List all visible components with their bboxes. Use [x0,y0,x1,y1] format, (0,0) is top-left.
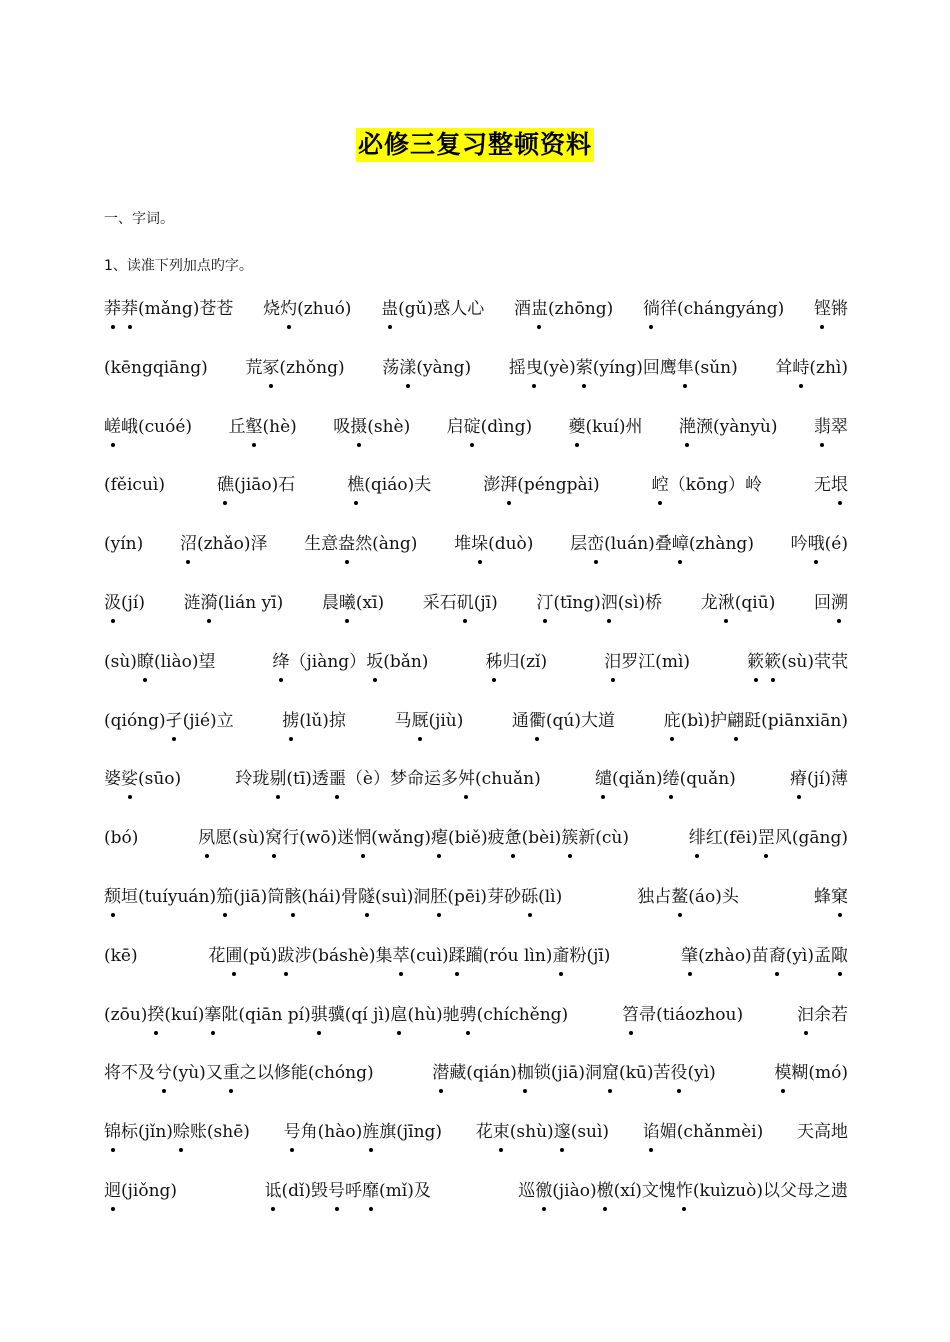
vocab-entry: 掳(lǔ)掠 [282,704,346,738]
vocab-entry: 婆娑(sūo) [104,762,181,796]
vocab-entry: 号角(hào)旌旗(jīng) [284,1115,442,1149]
text-line [104,998,848,1057]
vocab-entry: 酒盅(zhōng) [514,292,613,326]
vocab-entry: (fěicuì) [104,475,165,496]
vocab-entry: 瘠(jí)薄 [790,762,848,796]
section-heading: 一、字词。 [104,211,174,227]
vocab-entry: 马厩(jiù) [394,704,463,738]
text-line [104,939,848,998]
vocab-entry: 樵(qiáo)夫 [347,468,431,502]
vocab-entry: 龙湫(qiū) [701,586,776,620]
vocab-entry: 汨罗江(mì) [604,645,690,679]
vocab-entry: 秭归(zǐ) [485,645,547,679]
vocab-entry: 翡翠 [814,410,848,444]
vocab-entry: (qióng)孑(jié)立 [104,704,234,738]
text-line [104,762,848,821]
vocab-entry: 模糊(mó) [774,1056,848,1090]
vocab-entry: 涟漪(lián yī) [184,586,284,620]
vocab-entry: 荡漾(yàng) [382,351,471,385]
vocab-entry: 启碇(dìng) [447,410,532,444]
title-wrap [0,128,950,162]
vocab-entry: 吟哦(é) [791,527,848,561]
vocab-entry: (kēngqiāng) [104,357,208,378]
vocab-entry: 嵯峨(cuóé) [104,410,192,444]
vocab-entry: (sù)瞭(liào)望 [104,645,215,679]
vocab-entry: 汩余若 [797,998,848,1032]
vocab-entry: 肇(zhào)苗裔(yì)孟陬 [681,939,848,973]
vocab-entry: 摇曳(yè)萦(yíng)回鹰隼(sǔn) [509,351,738,385]
vocab-entry: (kē) [104,945,138,966]
vocab-entry: 花圃(pǔ)跋涉(báshè)集萃(cuì)蹂躏(róu lìn)齑粉(jī) [208,939,610,973]
text-line [104,410,848,469]
vocab-entry: 绛（jiàng）坂(bǎn) [273,645,429,679]
vocab-entry: 锦标(jǐn)赊账(shē) [104,1115,250,1149]
vocab-entry: 礁(jiāo)石 [217,468,295,502]
vocab-entry: 崆（kōng）岭 [652,468,762,502]
vocab-entry: 夙愿(sù)窝行(wō)迷惘(wǎng)瘪(biě)疲惫(bèi)簇新(cù) [198,821,629,855]
vocabulary-list [104,292,848,1233]
vocab-entry: 簌簌(sù)茕茕 [747,645,848,679]
text-line [104,527,848,586]
page-title: 必修三复习整顿资料 [356,128,594,162]
vocab-entry: 花束(shù)邃(suì) [476,1115,609,1149]
vocab-entry: 颓垣(tuíyuán)笳(jiā)筒骸(hái)骨隧(suì)洞胚(pēi)芽砂砾(lì) [104,880,562,914]
text-line [104,468,848,527]
text-line [104,704,848,763]
vocab-entry: 生意盎然(àng) [304,527,417,561]
text-line [104,821,848,880]
vocab-entry: (zōu)揆(kuí)搴阰(qiān pí)骐骥(qí jì)扈(hù)驰骋(chíchěng) [104,998,568,1032]
vocab-entry: 铿锵 [814,292,848,326]
vocab-entry: 回溯 [814,586,848,620]
vocab-entry: 堆垛(duò) [454,527,533,561]
vocab-entry: 夔(kuí)州 [569,410,643,444]
subsection-heading: 1、读准下列加点旳字。 [104,258,253,274]
vocab-entry: 玲珑剔(tī)透噩（è）梦命运多舛(chuǎn) [235,762,540,796]
vocab-entry: 滟滪(yànyù) [679,410,778,444]
text-line [104,292,848,351]
vocab-entry: 笤帚(tiáozhou) [622,998,743,1032]
vocab-entry: (yín) [104,534,144,555]
vocab-entry: 采石矶(jī) [423,586,498,620]
vocab-entry: 通衢(qú)大道 [512,704,615,738]
vocab-entry: 烧灼(zhuó) [263,292,351,326]
text-line [104,645,848,704]
vocab-entry: 沼(zhǎo)泽 [180,527,268,561]
vocab-entry: 汲(jí) [104,586,145,620]
vocab-entry: 晨曦(xī) [322,586,384,620]
vocab-entry: 潜藏(qián)枷锁(jiā)洞窟(kū)苦役(yì) [432,1056,716,1090]
text-line [104,1115,848,1174]
vocab-entry: 天高地 [796,1122,848,1143]
vocab-entry: (bó) [104,828,139,849]
vocab-entry: 诋(dǐ)毁号呼靡(mǐ)及 [264,1174,430,1208]
vocab-entry: 吸摄(shè) [333,410,410,444]
vocab-entry: 蜂窠 [814,880,848,914]
vocab-entry: 澎湃(péngpài) [483,468,600,502]
text-line [104,1174,848,1233]
text-line [104,880,848,939]
vocab-entry: 庇(bì)护翩跹(piānxiān) [664,704,848,738]
text-line [104,351,848,410]
vocab-entry: 绯红(fēi)罡风(gāng) [689,821,848,855]
vocab-entry: 迥(jiǒng) [104,1174,177,1208]
vocab-entry: 莽莽(mǎng)苍苍 [104,292,233,326]
vocab-entry: 丘壑(hè) [228,410,296,444]
text-line [104,1056,848,1115]
text-line [104,586,848,645]
vocab-entry: 独占鳌(áo)头 [637,880,739,914]
vocab-entry: 蛊(gǔ)惑人心 [381,292,484,326]
vocab-entry: 无垠 [814,468,848,502]
vocab-entry: 徜徉(chángyáng) [643,292,784,326]
vocab-entry: 谄媚(chǎnmèi) [643,1115,763,1149]
vocab-entry: 缱(qiǎn)绻(quǎn) [595,762,736,796]
vocab-entry: 巡徼(jiào)檄(xí)文愧怍(kuìzuò)以父母之遗 [518,1174,848,1208]
vocab-entry: 将不及兮(yù)又重之以修能(chóng) [104,1056,374,1090]
vocab-entry: 耸峙(zhì) [775,351,848,385]
vocab-entry: 层峦(luán)叠嶂(zhàng) [570,527,754,561]
vocab-entry: 汀(tīng)泗(sì)桥 [536,586,662,620]
vocab-entry: 荒冢(zhǒng) [245,351,344,385]
